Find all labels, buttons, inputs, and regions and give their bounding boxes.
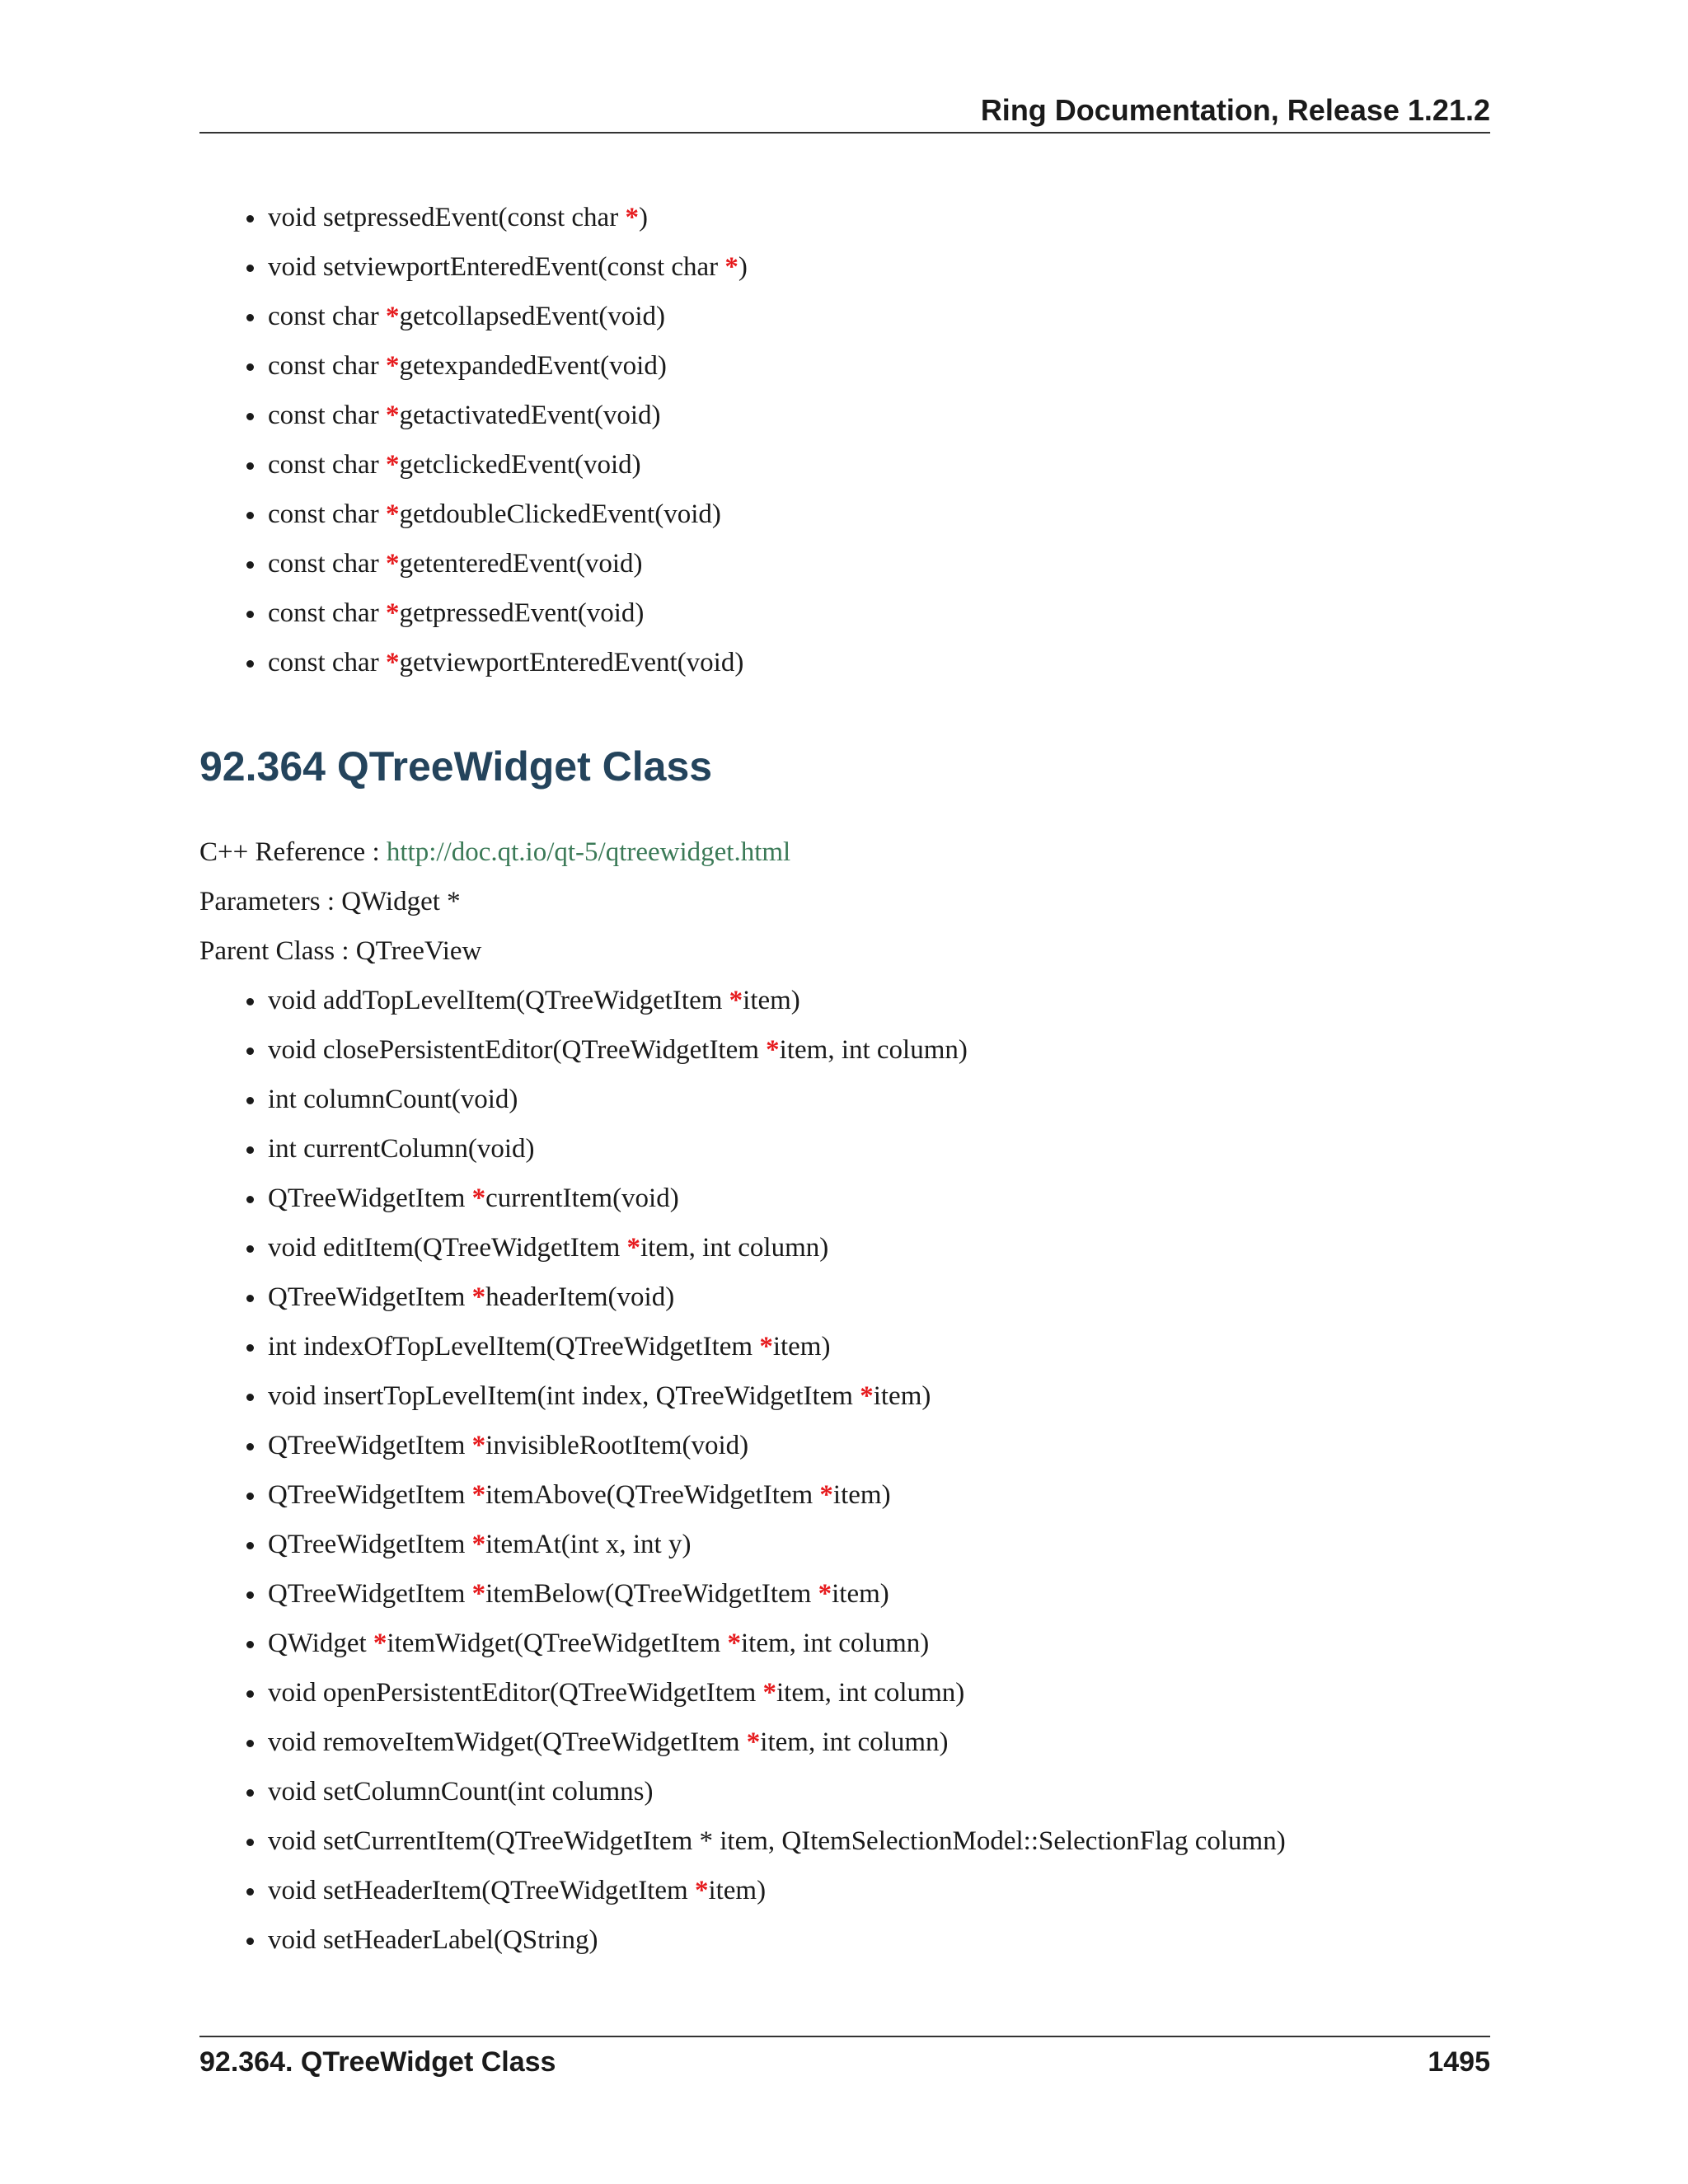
pointer-star: * — [694, 1876, 709, 1905]
pointer-star: * — [385, 549, 400, 579]
pointer-star: * — [385, 351, 400, 381]
item-text: const char — [268, 450, 386, 480]
pointer-star: * — [385, 401, 400, 430]
pointer-star: * — [625, 203, 639, 232]
item-text: ) — [738, 252, 748, 282]
list-item — [268, 1223, 1286, 1272]
pointer-star: * — [818, 1579, 832, 1609]
list-item — [268, 1025, 1286, 1075]
list-item — [268, 341, 748, 391]
pointer-star: * — [727, 1629, 742, 1658]
page-header — [199, 91, 1490, 134]
item-text: item) — [873, 1381, 931, 1411]
item-text: int columnCount(void) — [268, 1085, 518, 1114]
item-text: const char — [268, 648, 386, 677]
page-number: 1495 — [1428, 2046, 1490, 2078]
item-text: const char — [268, 598, 386, 628]
pointer-star: * — [766, 1035, 780, 1065]
footer-section-title: 92.364. QTreeWidget Class — [199, 2046, 556, 2078]
list-item — [268, 292, 748, 341]
item-text: item) — [743, 986, 800, 1015]
item-text: QTreeWidgetItem — [268, 1579, 472, 1609]
list-item — [268, 539, 748, 588]
pointer-star: * — [385, 450, 400, 480]
list-item — [268, 1124, 1286, 1174]
list-item — [268, 1371, 1286, 1421]
item-text: const char — [268, 499, 386, 529]
item-text: invisibleRootItem(void) — [485, 1431, 749, 1460]
item-text: int indexOfTopLevelItem(QTreeWidgetItem — [268, 1332, 760, 1361]
item-text: item) — [772, 1332, 831, 1361]
item-text: void insertTopLevelItem(int index, QTreeWidgetItem — [268, 1381, 860, 1411]
cpp-reference-link[interactable]: http://doc.qt.io/qt-5/qtreewidget.html — [386, 837, 791, 867]
item-text: QTreeWidgetItem — [268, 1431, 472, 1460]
item-text: item, int column) — [760, 1727, 949, 1757]
list-item — [268, 638, 748, 687]
item-text: const char — [268, 549, 386, 579]
pointer-star: * — [471, 1579, 486, 1609]
pointer-star: * — [626, 1233, 641, 1263]
item-text: void setColumnCount(int columns) — [268, 1777, 654, 1807]
list-item — [268, 1569, 1286, 1619]
item-text: getenteredEvent(void) — [399, 549, 643, 579]
item-text: void openPersistentEditor(QTreeWidgetItem — [268, 1678, 763, 1708]
list-item — [268, 1075, 1286, 1124]
pointer-star: * — [385, 598, 400, 628]
list-item — [268, 1174, 1286, 1223]
pointer-star: * — [385, 302, 400, 331]
item-text: item, int column) — [741, 1629, 930, 1658]
item-text: void removeItemWidget(QTreeWidgetItem — [268, 1727, 747, 1757]
item-text: itemBelow(QTreeWidgetItem — [485, 1579, 818, 1609]
pointer-star: * — [762, 1678, 777, 1708]
item-text: currentItem(void) — [485, 1183, 679, 1213]
list-item — [268, 440, 748, 490]
item-text: void setHeaderItem(QTreeWidgetItem — [268, 1876, 695, 1905]
list-item — [268, 1470, 1286, 1520]
list-item — [268, 1668, 1286, 1718]
item-text: getviewportEnteredEvent(void) — [399, 648, 744, 677]
page-footer — [199, 2036, 1490, 2083]
item-text: QWidget — [268, 1629, 373, 1658]
parent-class-line: Parent Class : QTreeView — [199, 936, 482, 966]
pointer-star: * — [819, 1480, 833, 1510]
item-text: item, int column) — [640, 1233, 829, 1263]
pointer-star: * — [373, 1629, 387, 1658]
list-item — [268, 1718, 1286, 1767]
list-item — [268, 1322, 1286, 1371]
item-text: getdoubleClickedEvent(void) — [399, 499, 721, 529]
pointer-star: * — [729, 986, 743, 1015]
item-text: itemWidget(QTreeWidgetItem — [387, 1629, 728, 1658]
pointer-star: * — [385, 648, 400, 677]
parameters-line: Parameters : QWidget * — [199, 887, 461, 916]
list-item — [268, 1520, 1286, 1569]
pointer-star: * — [759, 1332, 773, 1361]
list-item — [268, 1421, 1286, 1470]
item-text: void addTopLevelItem(QTreeWidgetItem — [268, 986, 729, 1015]
item-text: void setviewportEnteredEvent(const char — [268, 252, 725, 282]
pointer-star: * — [471, 1431, 486, 1460]
list-item — [268, 1816, 1286, 1866]
item-text: getclickedEvent(void) — [399, 450, 641, 480]
item-text: int currentColumn(void) — [268, 1134, 535, 1164]
header-title: Ring Documentation, Release 1.21.2 — [980, 93, 1490, 127]
pointer-star: * — [471, 1480, 486, 1510]
item-text: itemAt(int x, int y) — [485, 1530, 692, 1559]
list-item — [268, 588, 748, 638]
item-text: getpressedEvent(void) — [399, 598, 645, 628]
list-item — [268, 193, 748, 242]
item-text: item) — [832, 1579, 889, 1609]
list-item — [268, 1866, 1286, 1915]
item-text: item, int column) — [776, 1678, 965, 1708]
item-text: itemAbove(QTreeWidgetItem — [485, 1480, 820, 1510]
item-text: const char — [268, 401, 386, 430]
list-item — [268, 976, 1286, 1025]
item-text: item, int column) — [779, 1035, 968, 1065]
item-text: void setCurrentItem(QTreeWidgetItem * item, QItemSelectionModel::SelectionFlag column) — [268, 1826, 1286, 1856]
pointer-star: * — [471, 1282, 486, 1312]
item-text: headerItem(void) — [485, 1282, 675, 1312]
item-text: void setpressedEvent(const char — [268, 203, 626, 232]
list-item — [268, 1915, 1286, 1965]
list-item — [268, 1767, 1286, 1816]
item-text: QTreeWidgetItem — [268, 1183, 472, 1213]
cpp-reference-label: C++ Reference : — [199, 837, 387, 867]
pointer-star: * — [471, 1183, 486, 1213]
item-text: getactivatedEvent(void) — [399, 401, 661, 430]
item-text: QTreeWidgetItem — [268, 1480, 472, 1510]
item-text: void setHeaderLabel(QString) — [268, 1925, 598, 1955]
item-text: getcollapsedEvent(void) — [399, 302, 666, 331]
item-text: const char — [268, 302, 386, 331]
item-text: void editItem(QTreeWidgetItem — [268, 1233, 627, 1263]
method-list-bottom — [268, 976, 1286, 1965]
pointer-star: * — [860, 1381, 874, 1411]
method-list-top — [268, 193, 748, 687]
item-text: void closePersistentEditor(QTreeWidgetItem — [268, 1035, 767, 1065]
item-text: item) — [832, 1480, 891, 1510]
pointer-star: * — [385, 499, 400, 529]
item-text: QTreeWidgetItem — [268, 1282, 472, 1312]
list-item — [268, 490, 748, 539]
pointer-star: * — [724, 252, 738, 282]
item-text: ) — [638, 203, 648, 232]
list-item — [268, 391, 748, 440]
item-text: item) — [708, 1876, 767, 1905]
item-text: const char — [268, 351, 386, 381]
pointer-star: * — [746, 1727, 761, 1757]
list-item — [268, 242, 748, 292]
pointer-star: * — [471, 1530, 486, 1559]
item-text: QTreeWidgetItem — [268, 1530, 472, 1559]
cpp-reference — [199, 827, 790, 877]
section-title: 92.364 QTreeWidget Class — [199, 743, 713, 790]
item-text: getexpandedEvent(void) — [399, 351, 667, 381]
list-item — [268, 1619, 1286, 1668]
list-item — [268, 1272, 1286, 1322]
